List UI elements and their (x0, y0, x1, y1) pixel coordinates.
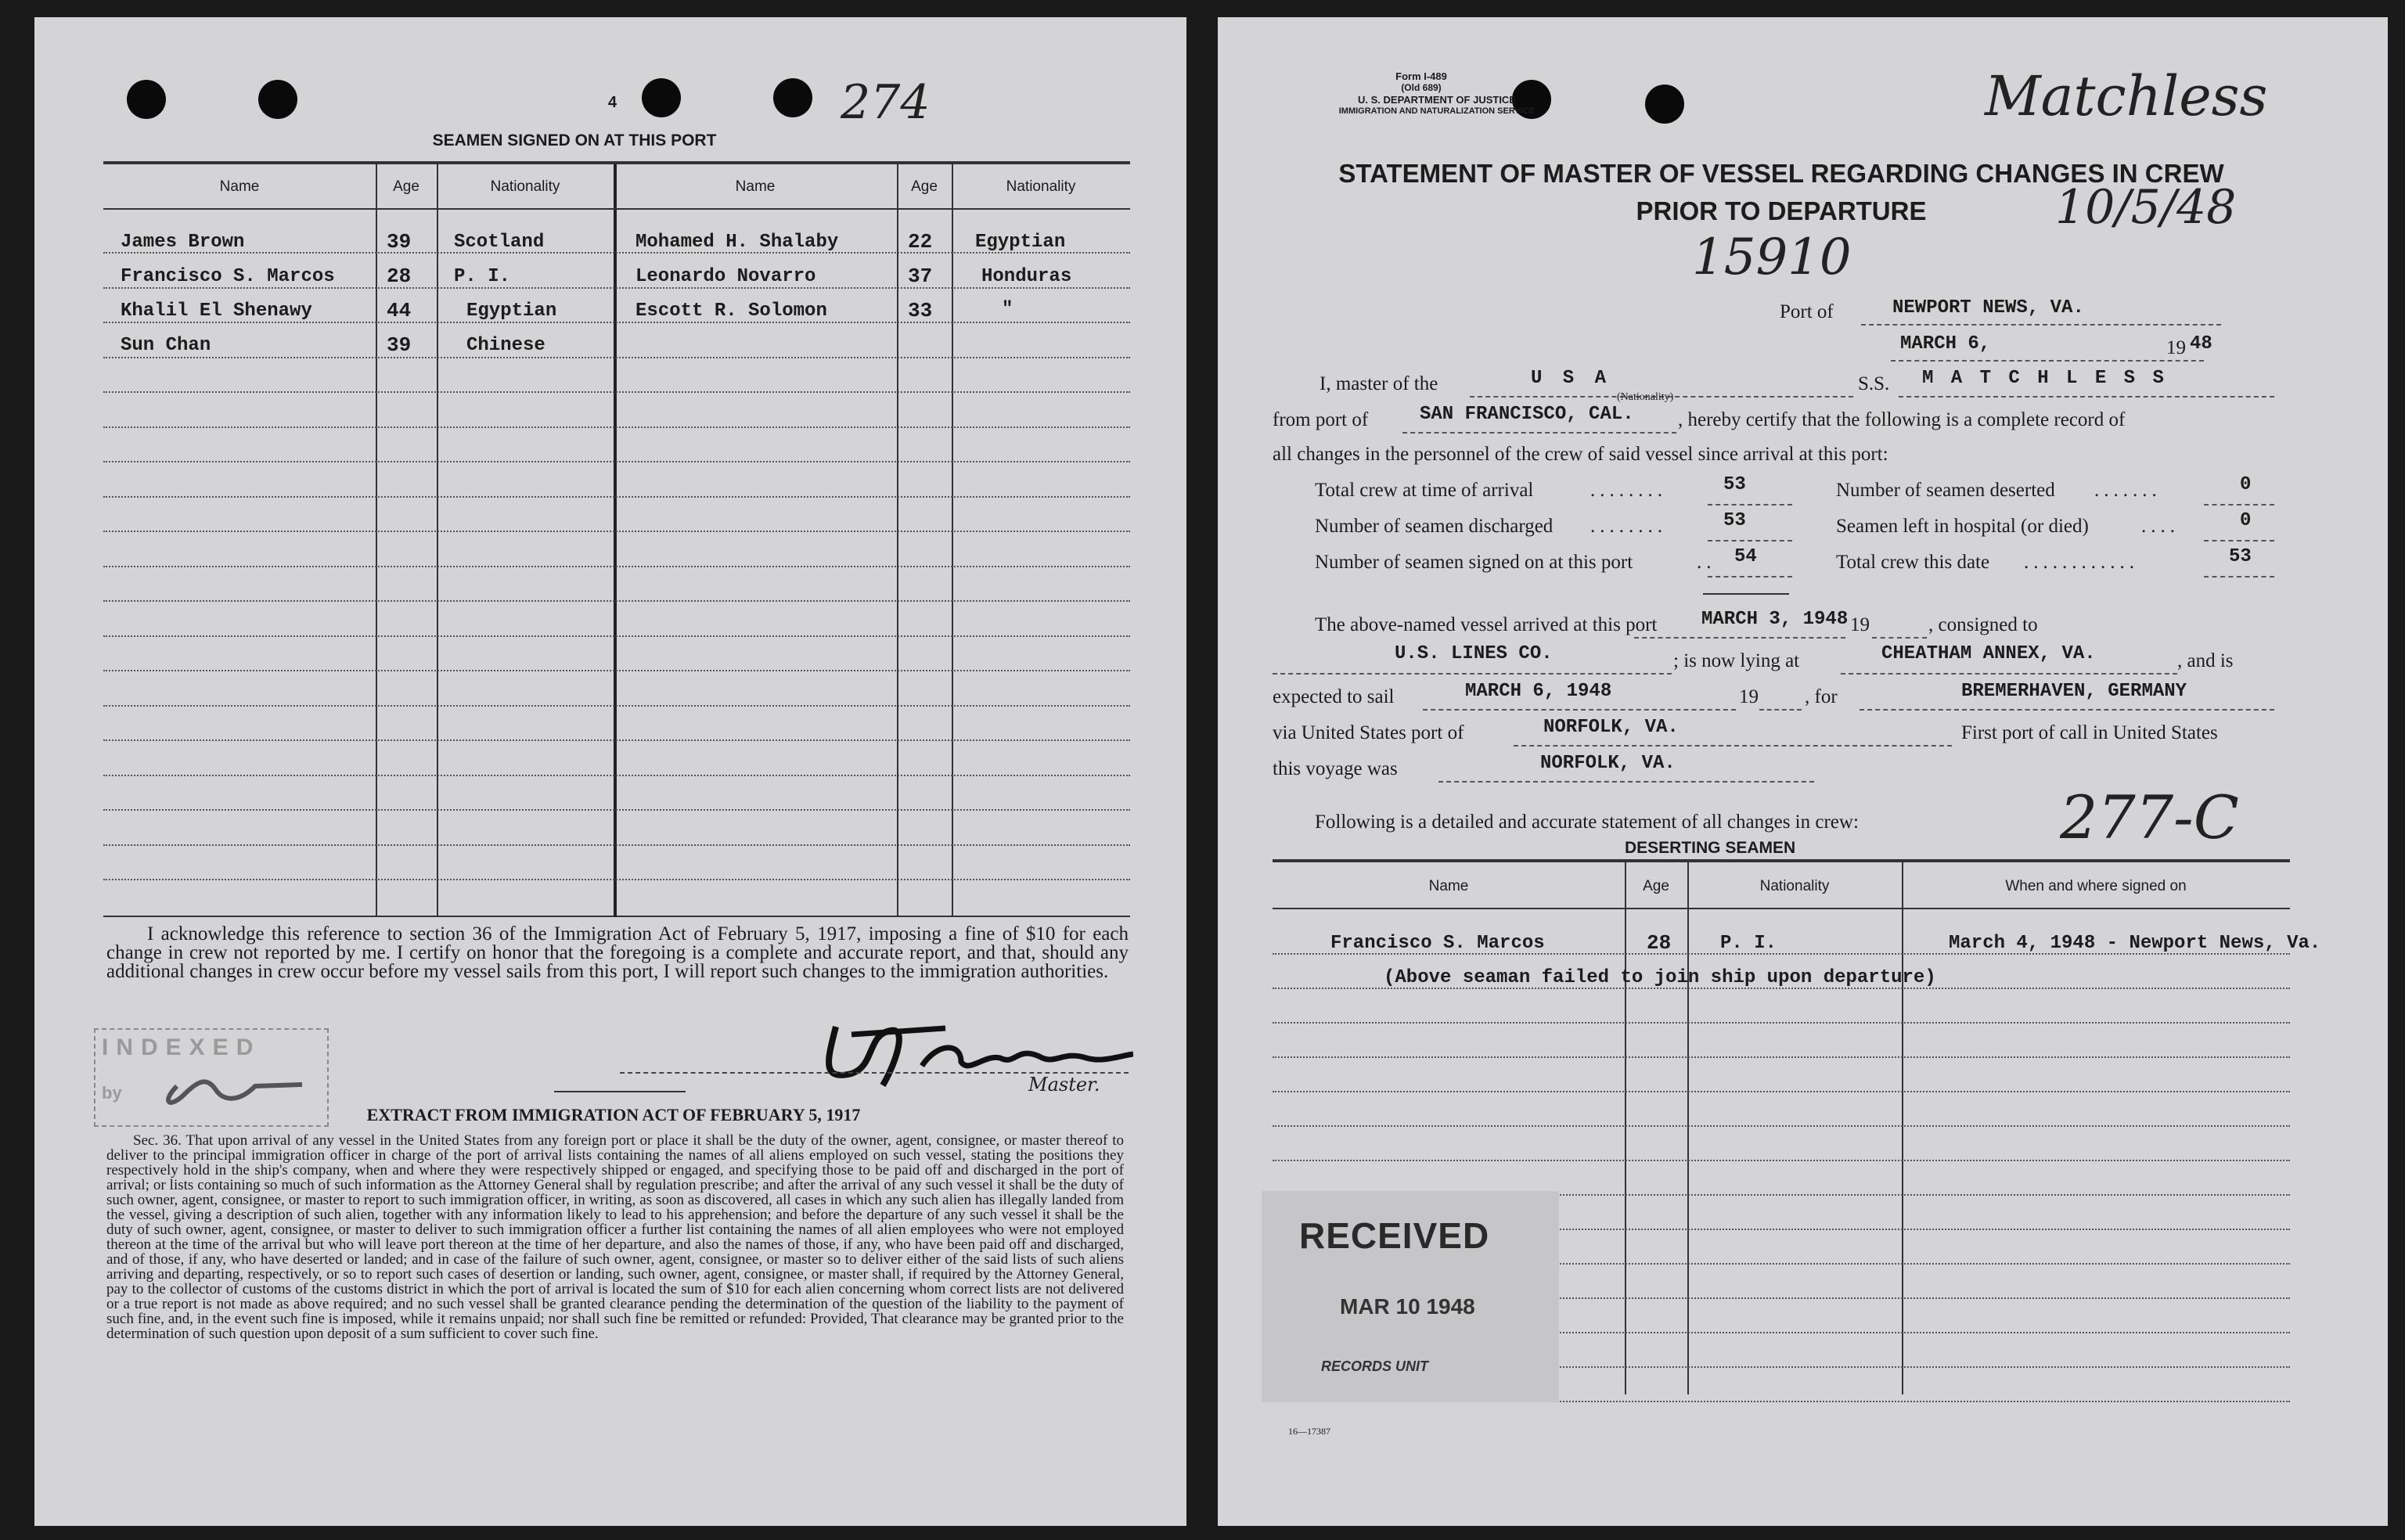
consignee-value: U.S. LINES CO. (1395, 643, 1553, 664)
nineteen: 19 (1739, 686, 1759, 707)
punch-hole (642, 78, 681, 117)
indexed-stamp: INDEXED (102, 1034, 261, 1060)
column-divider (1902, 862, 1903, 1394)
handwritten-code: 277-C (2060, 783, 2239, 852)
total-date-value: 53 (2229, 546, 2252, 567)
port-value: NEWPORT NEWS, VA. (1892, 297, 2084, 318)
voyage-label: this voyage was (1273, 758, 1398, 779)
divider (1703, 593, 1789, 595)
via-value: NORFOLK, VA. (1543, 717, 1679, 738)
table-cell: P. I. (454, 266, 511, 287)
header-name: Name (1428, 878, 1469, 894)
first-port-label: First port of call in United States (1961, 722, 2218, 743)
row-rule (103, 322, 1130, 323)
value-line (2204, 576, 2274, 578)
punch-hole (1645, 85, 1684, 124)
column-divider (1625, 862, 1626, 1394)
table-title: SEAMEN SIGNED ON AT THIS PORT (432, 131, 717, 149)
extract-title: EXTRACT FROM IMMIGRATION ACT OF FEBRUARY 5, 1917 (366, 1105, 861, 1124)
dot-leader: ........ (1590, 480, 1667, 501)
page-number: 4 (608, 94, 617, 111)
nationality-caption: (Nationality) (1617, 391, 1674, 403)
deserted-value: 0 (2240, 474, 2252, 495)
for-label: , for (1805, 686, 1838, 707)
row-rule (1273, 1160, 2290, 1161)
column-divider (897, 164, 898, 917)
table-cell: Honduras (981, 266, 1072, 287)
form-header (1359, 70, 1484, 93)
row-rule (103, 670, 1130, 671)
nationality-value: U S A (1531, 368, 1611, 389)
table-cell: March 4, 1948 - Newport News, Va. (1949, 933, 2321, 954)
table-cell: 39 (387, 230, 412, 254)
year-prefix: 19 (2166, 337, 2186, 358)
consignee-line (1273, 673, 1672, 675)
table-cell: 44 (387, 299, 412, 322)
via-line (1514, 745, 1952, 747)
from-port-line (1402, 432, 1676, 434)
header-age: Age (1643, 878, 1669, 894)
dot-leader: ............ (2024, 552, 2139, 573)
footer-code: 16—17387 (1288, 1426, 1330, 1437)
arrived-label: The above-named vessel arrived at this port (1315, 614, 1658, 635)
row-rule (103, 739, 1130, 741)
handwritten-ship-name: Matchless (1985, 64, 2268, 128)
form-old: (Old 689) (1401, 82, 1442, 93)
table-bottom-border (103, 916, 1130, 917)
table-cell: P. I. (1720, 933, 1777, 954)
header-signed-on: When and where signed on (2005, 878, 2187, 894)
punch-hole (258, 80, 297, 119)
divider (554, 1091, 686, 1092)
right-page (1218, 17, 2388, 1526)
table-top-border (103, 161, 1130, 164)
column-divider (1687, 862, 1689, 1394)
discharged-value: 53 (1723, 510, 1746, 531)
row-rule (103, 809, 1130, 811)
lying-line (1841, 673, 2177, 675)
value-line (2204, 540, 2274, 542)
hospital-value: 0 (2240, 510, 2252, 531)
column-divider (376, 164, 377, 917)
dot-leader: ........ (1590, 516, 1667, 537)
arrived-line (1634, 637, 1845, 639)
records-unit: RECORDS UNIT (1321, 1358, 1429, 1374)
deserting-note: (Above seaman failed to join ship upon departure) (1384, 967, 1936, 988)
title-line-1: STATEMENT OF MASTER OF VESSEL REGARDING CHANGES IN CREW (1338, 159, 2224, 188)
value-line (1708, 576, 1792, 578)
header-age: Age (393, 178, 419, 195)
row-rule (103, 496, 1130, 498)
table-cell: Sun Chan (121, 335, 211, 356)
row-rule (103, 357, 1130, 358)
for-line (1860, 709, 2274, 711)
year-line (1872, 637, 1927, 639)
date-value: MARCH 6, (1900, 333, 1991, 354)
row-rule (103, 705, 1130, 707)
received-stamp-label: RECEIVED (1299, 1215, 1490, 1256)
master-label: Master. (1028, 1074, 1100, 1096)
table-cell: Mohamed H. Shalaby (635, 232, 839, 253)
header-nationality: Nationality (1006, 178, 1076, 195)
port-label: Port of (1780, 301, 1834, 322)
expected-value: MARCH 6, 1948 (1465, 681, 1612, 702)
table-top-border (1273, 859, 2290, 862)
dot-leader: ....... (2094, 480, 2162, 501)
row-rule (103, 531, 1130, 532)
row-rule (1273, 1091, 2290, 1092)
row-rule (1273, 1056, 2290, 1058)
row-rule (103, 600, 1130, 602)
column-divider (614, 164, 617, 917)
dot-leader: .... (2141, 516, 2180, 537)
value-line (1708, 504, 1792, 506)
ss-label: S.S. (1858, 373, 1890, 394)
ship-line (1899, 396, 2274, 398)
row-rule (103, 426, 1130, 428)
via-label: via United States port of (1273, 722, 1464, 743)
ship-name: M A T C H L E S S (1922, 368, 2167, 389)
department-header (1288, 94, 1586, 117)
hospital-label: Seamen left in hospital (or died) (1836, 516, 2089, 537)
consigned-label: , consigned to (1928, 614, 2038, 635)
row-rule (103, 391, 1130, 393)
row-rule (103, 775, 1130, 776)
row-rule (103, 635, 1130, 637)
extract-text: Sec. 36. That upon arrival of any vessel in the United States from any foreign port or place it shall be the duty of the owner, agent, consignee, or master thereof to deliver to the principal immigration officer in charge of the port of arrival lists containing the names of all aliens employed on such vessel, stating the positions they respectively hold in the ship's company, when and where they were respectively shipped or engaged, and specifying those to be paid off and discharged in the port of arrival; or lists containing so much of such information as the Attorney General shall by regulation prescribe; and after the arrival of any such vessel it shall be the duty of such owner, agent, consignee, or master to report to such immigration officer, in writing, as soon as discovered, all cases in which any such alien has illegally landed from the vessel, giving a description of such alien, together with any information likely to lead to his apprehension; and before the departure of any such vessel it shall be the duty of such owner, agent, consignee, or master to deliver to such immigration officer a further list containing the names of all alien employees who were not employed thereon at the time of the arrival but who will leave port thereon at the time of her departure, and also the names of those, if any, who have been paid off and discharged, and of those, if any, who have deserted or landed; and in case of the failure of such owner, agent, consignee, or master so to deliver either of the said lists of such aliens arriving and departing, respectively, or so to report such cases of desertion or landing, such owner, agent, consignee, or master shall, if required by the Attorney General, pay to the collector of customs of the customs district in which the port of arrival is located the sum of $10 for each alien concerning whom correct lists are not delivered or a true report is not made as above required; and no such vessel shall be granted clearance pending the determination of the question of the liability to the payment of such fine, and, in the event such fine is imposed, while it remains unpaid; nor shall such fine be remitted or refunded: Provided, That clearance may be granted prior to the determination of such question upon deposit of a sum sufficient to cover such fine. (106, 1132, 1124, 1342)
expected-label: expected to sail (1273, 686, 1395, 707)
row-rule (1273, 1125, 2290, 1127)
deserted-label: Number of seamen deserted (1836, 480, 2055, 501)
table-cell: Escott R. Solomon (635, 300, 827, 322)
row-rule (103, 844, 1130, 846)
column-divider (952, 164, 953, 917)
dept-line-2: IMMIGRATION AND NATURALIZATION SERVICE (1338, 106, 1536, 116)
received-date: MAR 10 1948 (1340, 1294, 1475, 1319)
table-cell: Khalil El Shenawy (121, 300, 312, 322)
total-arrival-value: 53 (1723, 474, 1746, 495)
voyage-value: NORFOLK, VA. (1540, 753, 1676, 774)
table-cell: 33 (908, 299, 933, 322)
expected-line (1423, 709, 1736, 711)
dot-leader: .. (1697, 552, 1716, 573)
discharged-label: Number of seamen discharged (1315, 516, 1554, 537)
table-cell: " (1002, 299, 1013, 320)
header-name: Name (219, 178, 260, 195)
header-name: Name (735, 178, 776, 195)
certify-text-2: all changes in the personnel of the crew of said vessel since arrival at this port: (1273, 444, 1888, 465)
header-rule (103, 208, 1130, 210)
handwritten-file-number: 15910 (1692, 228, 1852, 286)
signed-on-value: 54 (1734, 546, 1757, 567)
and-is-label: , and is (2177, 650, 2234, 671)
year-line (1759, 709, 1802, 711)
table-cell: Francisco S. Marcos (121, 266, 335, 287)
following-label: Following is a detailed and accurate statement of all changes in crew: (1315, 811, 1859, 833)
signed-on-label: Number of seamen signed on at this port (1315, 552, 1633, 573)
table-cell: Francisco S. Marcos (1330, 933, 1545, 954)
nineteen: 19 (1850, 614, 1870, 635)
lying-value: CHEATHAM ANNEX, VA. (1881, 643, 2096, 664)
year-value: 48 (2190, 333, 2212, 354)
certify-text: , hereby certify that the following is a complete record of (1678, 409, 2126, 430)
header-nationality: Nationality (490, 178, 560, 195)
left-page (34, 17, 1186, 1526)
value-line (2204, 504, 2274, 506)
master-of-label: I, master of the (1320, 373, 1438, 394)
acknowledgement-text: I acknowledge this reference to section 36 of the Immigration Act of February 5, 1917, imposing a fine of $10 for each change in crew not reported by me. I certify on honor that the foregoing is a complete and accurate report, and that, should any additional changes in crew occur before my vessel sails from this port, I will report such changes to the immigration authorities. (106, 923, 1129, 982)
table-cell: 28 (387, 264, 412, 288)
table-cell: 37 (908, 264, 933, 288)
form-title (1296, 155, 2266, 230)
table-cell: Egyptian (466, 300, 557, 322)
total-date-label: Total crew this date (1836, 552, 1990, 573)
arrived-value: MARCH 3, 1948 (1701, 609, 1849, 630)
header-rule (1273, 908, 2290, 909)
value-line (1708, 540, 1792, 542)
column-divider (437, 164, 438, 917)
table-cell: Egyptian (975, 232, 1066, 253)
table-cell: 28 (1647, 931, 1672, 955)
handwritten-date: 10/5/48 (2055, 180, 2237, 235)
lying-label: ; is now lying at (1673, 650, 1800, 671)
port-line (1861, 324, 2221, 326)
row-rule (103, 566, 1130, 567)
table-cell: 22 (908, 230, 933, 254)
table-cell: Scotland (454, 232, 545, 253)
from-port-value: SAN FRANCISCO, CAL. (1420, 404, 1634, 425)
table-cell: Leonardo Novarro (635, 266, 816, 287)
header-age: Age (911, 178, 938, 195)
from-port-label: from port of (1273, 409, 1369, 430)
row-rule (103, 879, 1130, 880)
row-rule (103, 461, 1130, 462)
deserting-title: DESERTING SEAMEN (1625, 839, 1796, 857)
date-line (1891, 360, 2204, 362)
voyage-line (1438, 781, 1814, 783)
indexed-by-label: by (102, 1083, 122, 1103)
for-value: BREMERHAVEN, GERMANY (1961, 681, 2187, 702)
dept-line-1: U. S. DEPARTMENT OF JUSTICE (1358, 94, 1516, 106)
table-cell: James Brown (121, 232, 245, 253)
header-nationality: Nationality (1759, 878, 1830, 894)
total-arrival-label: Total crew at time of arrival (1315, 480, 1534, 501)
form-id: Form I-489 (1395, 70, 1447, 82)
row-rule (1273, 1022, 2290, 1024)
handwritten-number: 274 (841, 75, 931, 130)
punch-hole (773, 78, 812, 117)
punch-hole (127, 80, 166, 119)
table-cell: Chinese (466, 335, 545, 356)
title-line-2: PRIOR TO DEPARTURE (1636, 196, 1927, 225)
table-cell: 39 (387, 333, 412, 357)
